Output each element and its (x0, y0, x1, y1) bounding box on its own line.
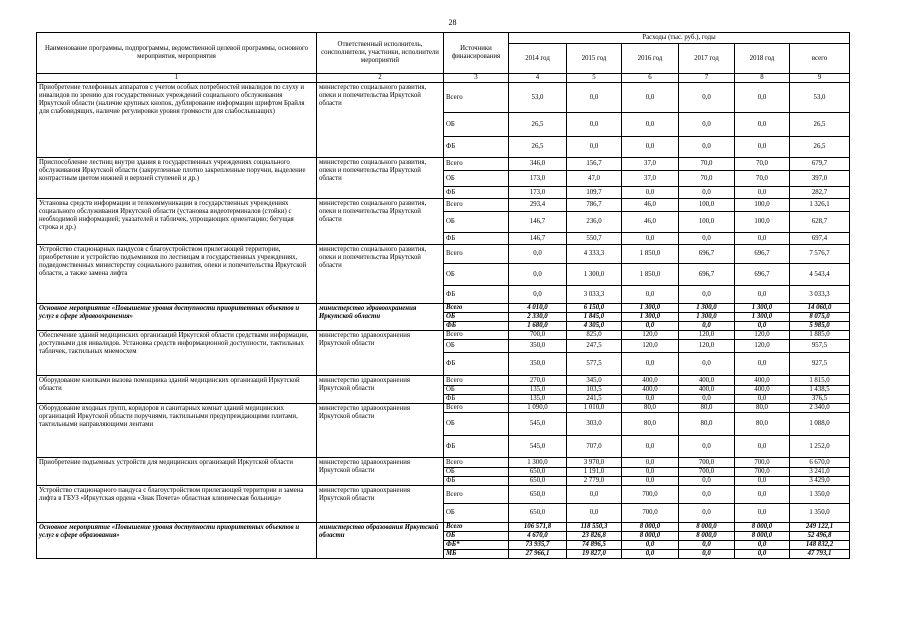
expense-value: 700,0 (735, 458, 790, 468)
expense-value: 696,7 (735, 245, 790, 264)
expense-value: 156,7 (567, 158, 622, 171)
expense-value: 0,0 (622, 322, 679, 331)
funding-source: ФБ (444, 395, 509, 404)
header-responsible: Ответственный исполнитель, соисполнители, участники, исполнители мероприятий (317, 33, 444, 74)
expense-value: 0,0 (622, 83, 679, 113)
expense-value: 3 033,3 (567, 286, 622, 304)
activity-name: Обеспечение зданий медицинских организаций Иркутской области средствами информации, доступными для инвалидов. Установка средств информационной доступности, тактильных табличек, тактильных мнемосхем (37, 331, 317, 376)
expense-value: 2 330,0 (509, 313, 567, 322)
total-value: 3 033,3 (790, 286, 850, 304)
expense-value: 0,0 (735, 436, 790, 458)
expense-value: 303,0 (567, 413, 622, 436)
funding-source: Всего (444, 304, 509, 313)
expense-value: 146,7 (509, 212, 567, 233)
expense-value: 106 571,8 (509, 523, 567, 532)
expense-value: 120,0 (679, 340, 735, 353)
total-value: 957,5 (790, 340, 850, 353)
expense-value: 46,0 (622, 212, 679, 233)
funding-source: Всего (444, 158, 509, 171)
expense-value: 0,0 (735, 322, 790, 331)
expense-value: 70,0 (735, 171, 790, 187)
total-value: 679,7 (790, 158, 850, 171)
expense-value: 1 300,0 (567, 264, 622, 286)
header-name: Наименование программы, подпрограммы, ведомственной целевой программы, основного мероприятия, мероприятия (37, 33, 317, 74)
total-value: 26,5 (790, 113, 850, 137)
table-row (37, 83, 850, 113)
expense-value: 0,0 (735, 395, 790, 404)
expense-value: 700,0 (679, 468, 735, 477)
funding-source: Всего (444, 199, 509, 212)
expense-value: 4 333,3 (567, 245, 622, 264)
funding-source: ФБ (444, 353, 509, 376)
expense-value: 0,0 (735, 550, 790, 559)
expense-value: 26,5 (509, 137, 567, 158)
funding-source: ФБ* (444, 541, 509, 550)
expense-value: 53,0 (509, 83, 567, 113)
expense-value: 0,0 (735, 83, 790, 113)
activity-name: Установка средств информации и телекоммуникации в государственных учреждениях социального обслуживания Иркутской области (установка видеотерминалов (стойки) с необходимой информацией; указателей и табличек, упрощающих ориентацию; бегущая строка и др.) (37, 199, 317, 245)
header-year: 2018 год (735, 44, 790, 74)
total-value: 47 793,1 (790, 550, 850, 559)
expense-value: 1 850,0 (622, 245, 679, 264)
expense-value: 27 966,1 (509, 550, 567, 559)
expense-value: 0,0 (622, 233, 679, 245)
header-col-number: 5 (567, 74, 622, 83)
funding-source: Всего (444, 83, 509, 113)
total-value: 376,5 (790, 395, 850, 404)
total-value: 4 543,4 (790, 264, 850, 286)
expense-value: 46,0 (622, 199, 679, 212)
table-row (37, 523, 850, 532)
expense-value: 0,0 (735, 113, 790, 137)
expense-value: 0,0 (622, 286, 679, 304)
total-value: 1 885,0 (790, 331, 850, 340)
funding-source: Всего (444, 331, 509, 340)
expense-value: 70,0 (735, 158, 790, 171)
table-row (37, 376, 850, 386)
expense-value: 0,0 (735, 486, 790, 504)
expense-value: 0,0 (622, 468, 679, 477)
funding-source: ОБ (444, 264, 509, 286)
expense-value: 1 300,0 (679, 304, 735, 313)
expense-value: 577,5 (567, 353, 622, 376)
expense-value: 0,0 (622, 137, 679, 158)
expense-value: 37,0 (622, 158, 679, 171)
expense-value: 700,0 (509, 331, 567, 340)
header-source: Источники финансирования (444, 33, 509, 74)
expense-value: 1 191,0 (567, 468, 622, 477)
expense-value: 1 845,0 (567, 313, 622, 322)
expense-value: 37,0 (622, 171, 679, 187)
expense-value: 236,0 (567, 212, 622, 233)
funding-source: ФБ (444, 233, 509, 245)
expense-value: 73 935,7 (509, 541, 567, 550)
funding-source: МБ (444, 550, 509, 559)
total-value: 1 815,0 (790, 376, 850, 386)
expense-value: 0,0 (622, 353, 679, 376)
responsible-executor: министерство здравоохранения Иркутской области (317, 376, 444, 404)
expense-value: 0,0 (679, 550, 735, 559)
funding-source: Всего (444, 523, 509, 532)
expense-value: 109,7 (567, 187, 622, 199)
expense-value: 650,0 (509, 477, 567, 486)
expense-value: 80,0 (622, 413, 679, 436)
header-col-number: 9 (790, 74, 850, 83)
expense-value: 120,0 (735, 340, 790, 353)
table-row (37, 331, 850, 340)
responsible-executor: министерство здравоохранения Иркутской области (317, 404, 444, 458)
expense-value: 80,0 (679, 413, 735, 436)
funding-source: ОБ (444, 504, 509, 523)
expense-value: 120,0 (679, 331, 735, 340)
expense-value: 0,0 (679, 436, 735, 458)
expense-value: 120,0 (622, 331, 679, 340)
expense-value: 1 300,0 (735, 313, 790, 322)
expense-value: 545,0 (509, 436, 567, 458)
expense-value: 550,7 (567, 233, 622, 245)
expense-value: 700,0 (622, 504, 679, 523)
expense-value: 700,0 (622, 486, 679, 504)
header-year: 2016 год (622, 44, 679, 74)
expense-value: 0,0 (509, 264, 567, 286)
expense-value: 346,0 (509, 158, 567, 171)
table-row (37, 245, 850, 264)
expense-value: 0,0 (735, 541, 790, 550)
expense-value: 0,0 (622, 113, 679, 137)
expense-value: 696,7 (679, 264, 735, 286)
expense-value: 135,0 (509, 386, 567, 395)
expense-value: 100,0 (679, 199, 735, 212)
expense-value: 700,0 (735, 468, 790, 477)
expense-value: 0,0 (679, 233, 735, 245)
expense-value: 0,0 (735, 477, 790, 486)
table-row (37, 404, 850, 413)
header-total: всего (790, 44, 850, 74)
expense-value: 0,0 (679, 83, 735, 113)
expense-value: 707,0 (567, 436, 622, 458)
expense-value: 80,0 (735, 404, 790, 413)
expense-value: 0,0 (735, 187, 790, 199)
expense-value: 1 300,0 (622, 313, 679, 322)
header-col-number: 3 (444, 74, 509, 83)
funding-source: Всего (444, 245, 509, 264)
expense-value: 8 000,0 (735, 532, 790, 541)
expense-value: 8 000,0 (622, 532, 679, 541)
header-col-number: 4 (509, 74, 567, 83)
expense-value: 80,0 (735, 413, 790, 436)
responsible-executor: министерство здравоохранения Иркутской области (317, 486, 444, 523)
table-row (37, 304, 850, 313)
expense-value: 0,0 (679, 486, 735, 504)
total-value: 249 122,1 (790, 523, 850, 532)
expense-value: 400,0 (679, 376, 735, 386)
header-col-number: 2 (317, 74, 444, 83)
expense-value: 135,0 (509, 395, 567, 404)
expense-value: 545,0 (509, 413, 567, 436)
expense-value: 350,0 (509, 353, 567, 376)
expense-value: 0,0 (567, 486, 622, 504)
activity-name: Оборудование кнопками вызова помощника зданий медицинских организаций Иркутской области (37, 376, 317, 404)
funding-source: ОБ (444, 313, 509, 322)
expense-value: 650,0 (509, 504, 567, 523)
total-value: 14 060,0 (790, 304, 850, 313)
table-row (37, 199, 850, 212)
expense-value: 0,0 (679, 322, 735, 331)
total-value: 6 670,0 (790, 458, 850, 468)
expense-value: 400,0 (735, 376, 790, 386)
expense-value: 0,0 (735, 286, 790, 304)
expense-value: 0,0 (679, 541, 735, 550)
total-value: 282,7 (790, 187, 850, 199)
expense-value: 6 150,0 (567, 304, 622, 313)
expense-value: 293,4 (509, 199, 567, 212)
expense-value: 1 300,0 (622, 304, 679, 313)
expense-value: 118 550,3 (567, 523, 622, 532)
expense-value: 0,0 (622, 541, 679, 550)
funding-source: ОБ (444, 413, 509, 436)
table-row (37, 458, 850, 468)
total-value: 2 340,0 (790, 404, 850, 413)
expense-value: 0,0 (679, 286, 735, 304)
expense-value: 70,0 (679, 171, 735, 187)
header-col-number: 6 (622, 74, 679, 83)
header-col-number: 7 (679, 74, 735, 83)
expense-value: 74 896,5 (567, 541, 622, 550)
expense-value: 173,0 (509, 171, 567, 187)
responsible-executor: министерство здравоохранения Иркутской области (317, 458, 444, 486)
funding-source: ОБ (444, 468, 509, 477)
expense-value: 0,0 (735, 137, 790, 158)
activity-name: Оборудование входных групп, коридоров и санитарных комнат зданий медицинских организаций Иркутской области поручнями, тактильными предупреждающими плитами, тактильными направляющими лентами (37, 404, 317, 458)
total-value: 7 576,7 (790, 245, 850, 264)
expense-value: 1 300,0 (509, 458, 567, 468)
expense-value: 350,0 (509, 340, 567, 353)
funding-source: ОБ (444, 212, 509, 233)
expense-value: 4 305,0 (567, 322, 622, 331)
funding-source: ФБ (444, 137, 509, 158)
responsible-executor: министерство здравоохранения Иркутской области (317, 304, 444, 331)
expense-value: 0,0 (679, 187, 735, 199)
expense-value: 345,0 (567, 376, 622, 386)
expense-value: 3 970,0 (567, 458, 622, 468)
expense-value: 0,0 (567, 137, 622, 158)
expense-value: 8 000,0 (622, 523, 679, 532)
expense-value: 241,5 (567, 395, 622, 404)
expense-value: 0,0 (509, 245, 567, 264)
funding-source: Всего (444, 376, 509, 386)
expense-value: 786,7 (567, 199, 622, 212)
expense-value: 0,0 (622, 187, 679, 199)
expense-value: 825,0 (567, 331, 622, 340)
expense-value: 120,0 (735, 331, 790, 340)
expense-value: 270,0 (509, 376, 567, 386)
header-year: 2014 год (509, 44, 567, 74)
expense-value: 0,0 (567, 113, 622, 137)
expense-value: 650,0 (509, 486, 567, 504)
expense-value: 80,0 (622, 404, 679, 413)
expense-value: 0,0 (679, 504, 735, 523)
expense-value: 8 000,0 (679, 523, 735, 532)
activity-name: Устройство стационарных пандусов с благоустройством прилегающей территории, приобретение и устройство подъемников по лестницам в государственных учреждениях, подведомственных министерству социального развития, опеки и попечительства Иркутской области, а также замена лифта (37, 245, 317, 304)
activity-name: Приобретение подъемных устройств для медицинских организаций Иркутской области (37, 458, 317, 486)
funding-source: ФБ (444, 322, 509, 331)
funding-source: ФБ (444, 477, 509, 486)
expense-value: 0,0 (622, 477, 679, 486)
expense-value: 0,0 (735, 504, 790, 523)
total-value: 3 241,0 (790, 468, 850, 477)
expense-value: 120,0 (622, 340, 679, 353)
expense-value: 400,0 (679, 386, 735, 395)
funding-source: ОБ (444, 386, 509, 395)
expense-value: 0,0 (679, 113, 735, 137)
total-value: 1 326,1 (790, 199, 850, 212)
total-value: 1 088,0 (790, 413, 850, 436)
expense-value: 8 000,0 (679, 532, 735, 541)
expense-value: 400,0 (622, 386, 679, 395)
total-value: 1 438,5 (790, 386, 850, 395)
activity-name: Приспособление лестниц внутри здания в государственных учреждениях социального обслуживания Иркутской области (закругленные плотно закрепленные поручни, выделение контрастным цветом нижней и верхней ступеней и др.) (37, 158, 317, 199)
expense-value: 0,0 (679, 477, 735, 486)
table-row (37, 486, 850, 504)
total-value: 697,4 (790, 233, 850, 245)
expense-value: 4 010,0 (509, 304, 567, 313)
funding-source: ФБ (444, 436, 509, 458)
expense-value: 1 090,0 (509, 404, 567, 413)
expense-value: 26,5 (509, 113, 567, 137)
activity-name: Устройство стационарного пандуса с благоустройством прилегающей территории и замена лифта в ГБУЗ «Иркутская ордена «Знак Почета» областная клиническая больница» (37, 486, 317, 523)
responsible-executor: министерство социального развития, опеки и попечительства Иркутской области (317, 245, 444, 304)
expense-value: 1 300,0 (679, 313, 735, 322)
expense-value: 0,0 (622, 436, 679, 458)
expense-value: 146,7 (509, 233, 567, 245)
expense-value: 696,7 (679, 245, 735, 264)
total-value: 3 429,0 (790, 477, 850, 486)
expense-value: 0,0 (679, 353, 735, 376)
page-number: 28 (448, 18, 457, 27)
expense-value: 650,0 (509, 468, 567, 477)
expense-value: 0,0 (509, 286, 567, 304)
header-expenses: Расходы (тыс. руб.), годы (509, 33, 850, 44)
expense-value: 0,0 (679, 137, 735, 158)
expense-value: 100,0 (735, 212, 790, 233)
header-col-number: 1 (37, 74, 317, 83)
responsible-executor: министерство здравоохранения Иркутской области (317, 331, 444, 376)
expense-value: 4 670,0 (509, 532, 567, 541)
funding-source: Всего (444, 486, 509, 504)
header-year: 2017 год (679, 44, 735, 74)
funding-source: ОБ (444, 113, 509, 137)
expense-value: 103,5 (567, 386, 622, 395)
responsible-executor: министерство социального развития, опеки и попечительства Иркутской области (317, 199, 444, 245)
expense-value: 80,0 (679, 404, 735, 413)
expense-value: 0,0 (679, 395, 735, 404)
funding-source: ФБ (444, 286, 509, 304)
table-row (37, 158, 850, 171)
responsible-executor: министерство социального развития, опеки и попечительства Иркутской области (317, 83, 444, 158)
expense-value: 1 680,0 (509, 322, 567, 331)
funding-source: ОБ (444, 532, 509, 541)
total-value: 26,5 (790, 137, 850, 158)
expense-value: 19 827,0 (567, 550, 622, 559)
total-value: 1 252,0 (790, 436, 850, 458)
expense-value: 0,0 (622, 395, 679, 404)
total-value: 1 350,0 (790, 486, 850, 504)
expense-value: 0,0 (622, 458, 679, 468)
expense-value: 0,0 (567, 83, 622, 113)
total-value: 148 832,2 (790, 541, 850, 550)
expense-value: 696,7 (735, 264, 790, 286)
expenses-table (36, 32, 850, 559)
expense-value: 1 850,0 (622, 264, 679, 286)
funding-source: Всего (444, 458, 509, 468)
activity-name: Основное мероприятие «Повышение уровня доступности приоритетных объектов и услуг в сфере образования» (37, 523, 317, 559)
total-value: 53,0 (790, 83, 850, 113)
expense-value: 400,0 (622, 376, 679, 386)
activity-name: Приобретение телефонных аппаратов с учетом особых потребностей инвалидов по слуху и инвалидов по зрению для государственных учреждений социального обслуживания Иркутской области (наличие крупных кнопок, дублирование информации шрифтом Брайля для слабовидящих, наличие регулировки уровня громкости для слабослышащих) (37, 83, 317, 158)
expense-value: 70,0 (679, 158, 735, 171)
funding-source: ОБ (444, 171, 509, 187)
expense-value: 0,0 (567, 504, 622, 523)
expense-value: 47,0 (567, 171, 622, 187)
expense-value: 1 010,0 (567, 404, 622, 413)
expense-value: 0,0 (735, 233, 790, 245)
expense-value: 400,0 (735, 386, 790, 395)
expense-value: 1 300,0 (735, 304, 790, 313)
responsible-executor: министерство образования Иркутской области (317, 523, 444, 559)
total-value: 5 985,0 (790, 322, 850, 331)
expense-value: 173,0 (509, 187, 567, 199)
expense-value: 2 779,0 (567, 477, 622, 486)
expense-value: 0,0 (735, 353, 790, 376)
funding-source: ФБ (444, 187, 509, 199)
total-value: 8 075,0 (790, 313, 850, 322)
expense-value: 100,0 (679, 212, 735, 233)
expense-value: 0,0 (622, 550, 679, 559)
header-col-number: 8 (735, 74, 790, 83)
total-value: 52 496,8 (790, 532, 850, 541)
header-year: 2015 год (567, 44, 622, 74)
expense-value: 23 826,8 (567, 532, 622, 541)
activity-name: Основное мероприятие «Повышение уровня доступности приоритетных объектов и услуг в сфере здравоохранения» (37, 304, 317, 331)
expense-value: 8 000,0 (735, 523, 790, 532)
funding-source: Всего (444, 404, 509, 413)
total-value: 628,7 (790, 212, 850, 233)
expense-value: 247,5 (567, 340, 622, 353)
funding-source: ОБ (444, 340, 509, 353)
responsible-executor: министерство социального развития, опеки и попечительства Иркутской области (317, 158, 444, 199)
expense-value: 100,0 (735, 199, 790, 212)
total-value: 927,5 (790, 353, 850, 376)
total-value: 1 350,0 (790, 504, 850, 523)
expense-value: 700,0 (679, 458, 735, 468)
total-value: 397,0 (790, 171, 850, 187)
